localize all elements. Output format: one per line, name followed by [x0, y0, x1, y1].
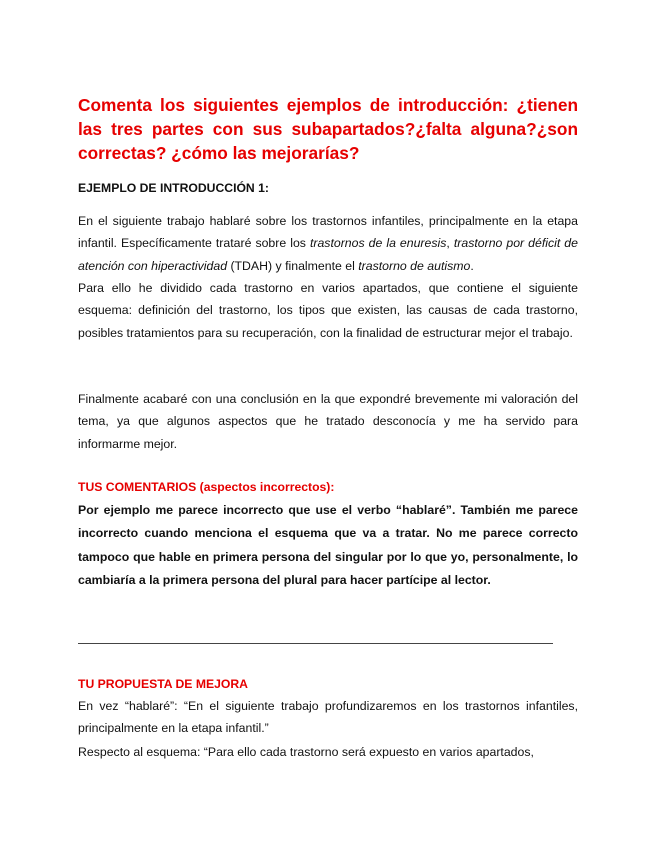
example-p1-italic-tdah: trastorno por déficit de atención con hiperactividad [78, 236, 578, 273]
comments-text: Por ejemplo me parece incorrecto que use el verbo “hablaré”. También me parece incorrecto cuando menciona el esquema que va a tratar. No me parece correcto tampoco que hable en primera persona del singular por lo que yo, personalmente, lo cambiaría a la primera persona del plural para hacer partícipe al lector. [78, 503, 578, 588]
separator-line [78, 643, 553, 644]
example-p1-text-a: En el siguiente trabajo hablaré sobre los trastornos infantiles, principalmente en la etapa infantil. Específicamente trataré sobre los [78, 214, 578, 251]
page-title: Comenta los siguientes ejemplos de introducción: ¿tienen las tres partes con sus subapartados?¿falta alguna?¿son correctas? ¿cómo las mejorarías? [78, 95, 578, 163]
example-p1-text-d: . [470, 258, 474, 273]
proposal-paragraph-1: En vez “hablaré”: “En el siguiente trabajo profundizaremos en los trastornos infantiles, principalmente en la etapa infantil.” [78, 699, 578, 736]
example-p1-text-b: , [446, 236, 454, 251]
example-p1-italic-autismo: trastorno de autismo [358, 258, 471, 273]
proposal-paragraph-2: Respecto al esquema: “Para ello cada trastorno será expuesto en varios apartados, [78, 745, 534, 759]
example-heading: EJEMPLO DE INTRODUCCIÓN 1: [78, 181, 269, 195]
example-p1-italic-enuresis: trastornos de la enuresis [309, 236, 447, 251]
comments-heading: TUS COMENTARIOS (aspectos incorrectos): [78, 480, 335, 494]
example-paragraph-2: Para ello he dividido cada trastorno en varios apartados, que contiene el siguiente esquema: definición del trastorno, los tipos que existen, las causas de cada trastorno, posibles tratamientos para su recuperación, con la finalidad de estructurar mejor el trabajo. [78, 281, 578, 340]
example-paragraph-3: Finalmente acabaré con una conclusión en la que expondré brevemente mi valoración del tema, ya que algunos aspectos que he tratado desconocía y me ha servido para informarme mejor. [78, 392, 578, 451]
example-paragraph-1 [78, 210, 578, 277]
proposal-heading: TU PROPUESTA DE MEJORA [78, 677, 248, 691]
example-p1-text-c: (TDAH) y finalmente el [227, 258, 359, 273]
